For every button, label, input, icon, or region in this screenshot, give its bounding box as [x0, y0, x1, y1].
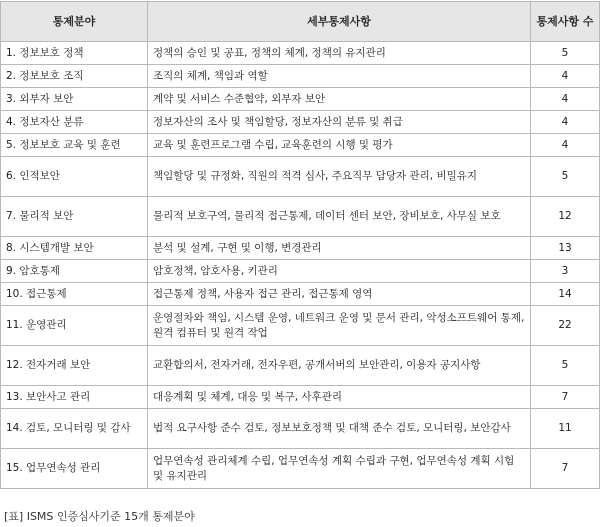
row-area: 11. 운영관리 [1, 306, 148, 346]
row-area: 12. 전자거래 보안 [1, 346, 148, 386]
row-details: 분석 및 설계, 구현 및 이행, 변경관리 [148, 237, 531, 260]
row-count: 7 [531, 449, 600, 489]
table-row [1, 111, 600, 134]
row-area: 3. 외부자 보안 [1, 88, 148, 111]
row-area: 9. 암호통제 [1, 260, 148, 283]
row-area: 15. 업무연속성 관리 [1, 449, 148, 489]
row-count: 14 [531, 283, 600, 306]
row-count: 13 [531, 237, 600, 260]
row-details: 업무연속성 관리체계 수립, 업무연속성 계획 수립과 구현, 업무연속성 계획 시험 및 유지관리 [148, 449, 531, 489]
table-caption: [표] ISMS 인증심사기준 15개 통제분야 [4, 510, 195, 523]
row-count: 4 [531, 65, 600, 88]
table-row [1, 449, 600, 489]
table-header-row [1, 2, 600, 42]
row-details: 계약 및 서비스 수준협약, 외부자 보안 [148, 88, 531, 111]
isms-control-table [0, 1, 600, 489]
row-details: 법적 요구사항 준수 검토, 정보보호정책 및 대책 준수 검토, 모니터링, 보안감사 [148, 409, 531, 449]
row-details: 정보자산의 조사 및 책임할당, 정보자산의 분류 및 취급 [148, 111, 531, 134]
row-count: 5 [531, 346, 600, 386]
row-count: 4 [531, 88, 600, 111]
table-row [1, 386, 600, 409]
header-count: 통제사항 수 [531, 2, 600, 42]
row-area: 2. 정보보호 조직 [1, 65, 148, 88]
row-area: 1. 정보보호 정책 [1, 42, 148, 65]
row-details: 물리적 보호구역, 물리적 접근통제, 데이터 센터 보안, 장비보호, 사무실 보호 [148, 197, 531, 237]
table-row [1, 260, 600, 283]
row-count: 11 [531, 409, 600, 449]
row-count: 22 [531, 306, 600, 346]
table-row [1, 409, 600, 449]
table-row [1, 306, 600, 346]
table-row [1, 346, 600, 386]
table-row [1, 237, 600, 260]
row-details: 교환합의서, 전자거래, 전자우편, 공개서버의 보안관리, 이용자 공지사항 [148, 346, 531, 386]
row-area: 6. 인적보안 [1, 157, 148, 197]
row-area: 4. 정보자산 분류 [1, 111, 148, 134]
row-area: 7. 물리적 보안 [1, 197, 148, 237]
table-row [1, 283, 600, 306]
row-details: 정책의 승인 및 공표, 정책의 체계, 정책의 유지관리 [148, 42, 531, 65]
table-row [1, 88, 600, 111]
table-row [1, 197, 600, 237]
row-count: 3 [531, 260, 600, 283]
header-area: 통제분야 [1, 2, 148, 42]
header-details: 세부통제사항 [148, 2, 531, 42]
row-details: 운영절차와 책임, 시스템 운영, 네트워크 운영 및 문서 관리, 악성소프트웨어 통제, 원격 컴퓨터 및 원격 작업 [148, 306, 531, 346]
row-count: 4 [531, 134, 600, 157]
row-area: 5. 정보보호 교육 및 훈련 [1, 134, 148, 157]
row-area: 14. 검토, 모니터링 및 감사 [1, 409, 148, 449]
row-area: 8. 시스템개발 보안 [1, 237, 148, 260]
row-count: 5 [531, 157, 600, 197]
row-area: 10. 접근통제 [1, 283, 148, 306]
row-details: 책임할당 및 규정화, 직원의 적격 심사, 주요직무 담당자 관리, 비밀유지 [148, 157, 531, 197]
row-count: 7 [531, 386, 600, 409]
table-row [1, 134, 600, 157]
table-row [1, 157, 600, 197]
row-count: 12 [531, 197, 600, 237]
table-row [1, 65, 600, 88]
row-details: 대응계획 및 체계, 대응 및 복구, 사후관리 [148, 386, 531, 409]
row-details: 교육 및 훈련프로그램 수립, 교육훈련의 시행 및 평가 [148, 134, 531, 157]
row-count: 4 [531, 111, 600, 134]
row-area: 13. 보안사고 관리 [1, 386, 148, 409]
row-count: 5 [531, 42, 600, 65]
row-details: 조직의 체계, 책임과 역할 [148, 65, 531, 88]
row-details: 암호정책, 암호사용, 키관리 [148, 260, 531, 283]
row-details: 접근통제 정책, 사용자 접근 관리, 접근통제 영역 [148, 283, 531, 306]
table-row [1, 42, 600, 65]
